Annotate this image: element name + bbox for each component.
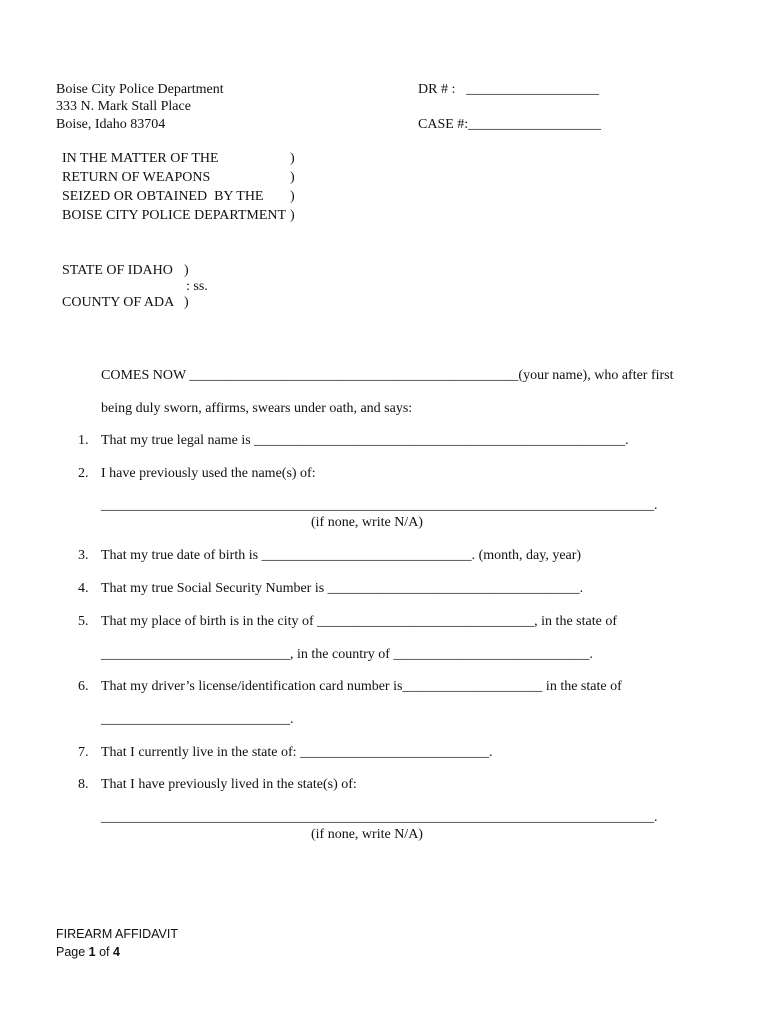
- venue-paren-county: ): [184, 295, 189, 310]
- footer-title: FIREARM AFFIDAVIT: [56, 927, 178, 941]
- venue-paren-state: ): [184, 263, 189, 278]
- license-state-blank[interactable]: ___________________________.: [101, 712, 294, 727]
- previous-names-blank[interactable]: _______________________________________________________________________________.: [101, 498, 658, 513]
- item-number: 6.: [78, 679, 89, 694]
- dr-number-blank[interactable]: ___________________: [466, 82, 599, 97]
- item-previous-names: I have previously used the name(s) of:: [101, 466, 316, 481]
- caption-line-2: RETURN OF WEAPONS: [62, 170, 211, 185]
- item-number: 7.: [78, 745, 89, 760]
- page-prefix: Page: [56, 945, 89, 959]
- page-current: 1: [88, 945, 96, 959]
- caption-line-1: IN THE MATTER OF THE: [62, 151, 219, 166]
- venue-ss: : ss.: [186, 279, 208, 294]
- case-number-label: CASE #:: [418, 117, 469, 132]
- place-of-birth-continuation[interactable]: ___________________________, in the country of ____________________________.: [101, 647, 593, 662]
- org-address-city: Boise, Idaho 83704: [56, 117, 166, 132]
- org-address-street: 333 N. Mark Stall Place: [56, 99, 191, 114]
- case-number-blank[interactable]: ___________________: [468, 117, 601, 132]
- item-number: 1.: [78, 433, 89, 448]
- item-ssn[interactable]: That my true Social Security Number is ____________________________________.: [101, 581, 584, 596]
- item-number: 8.: [78, 777, 89, 792]
- caption-paren-3: ): [290, 189, 295, 204]
- caption-line-4: BOISE CITY POLICE DEPARTMENT: [62, 208, 287, 223]
- previous-states-blank[interactable]: _______________________________________________________________________________.: [101, 810, 658, 825]
- venue-state: STATE OF IDAHO: [62, 263, 173, 278]
- item-current-state[interactable]: That I currently live in the state of: ___________________________.: [101, 745, 493, 760]
- comes-now-line[interactable]: COMES NOW _______________________________________________(your name), who after first: [101, 368, 674, 383]
- item-previous-states: That I have previously lived in the state(s) of:: [101, 777, 357, 792]
- page-total: 4: [113, 945, 120, 959]
- item-place-of-birth[interactable]: That my place of birth is in the city of _______________________________, in the state of: [101, 614, 617, 629]
- caption-paren-2: ): [290, 170, 295, 185]
- item-date-of-birth[interactable]: That my true date of birth is ______________________________. (month, day, year): [101, 548, 582, 563]
- sworn-statement: being duly sworn, affirms, swears under oath, and says:: [101, 401, 413, 416]
- item-number: 4.: [78, 581, 89, 596]
- caption-paren-4: ): [290, 208, 295, 223]
- org-name: Boise City Police Department: [56, 82, 224, 97]
- item-number: 5.: [78, 614, 89, 629]
- venue-county: COUNTY OF ADA: [62, 295, 175, 310]
- item-license-number[interactable]: That my driver’s license/identification card number is____________________ in the state of: [101, 679, 622, 694]
- item-number: 2.: [78, 466, 89, 481]
- page-of: of: [95, 945, 113, 959]
- page-indicator: [56, 944, 120, 960]
- item-legal-name[interactable]: That my true legal name is _____________________________________________________.: [101, 433, 629, 448]
- caption-line-3: SEIZED OR OBTAINED BY THE: [62, 189, 264, 204]
- item-number: 3.: [78, 548, 89, 563]
- caption-paren-1: ): [290, 151, 295, 166]
- previous-names-note: (if none, write N/A): [311, 515, 423, 530]
- dr-number-label: DR # :: [418, 82, 456, 97]
- previous-states-note: (if none, write N/A): [311, 827, 423, 842]
